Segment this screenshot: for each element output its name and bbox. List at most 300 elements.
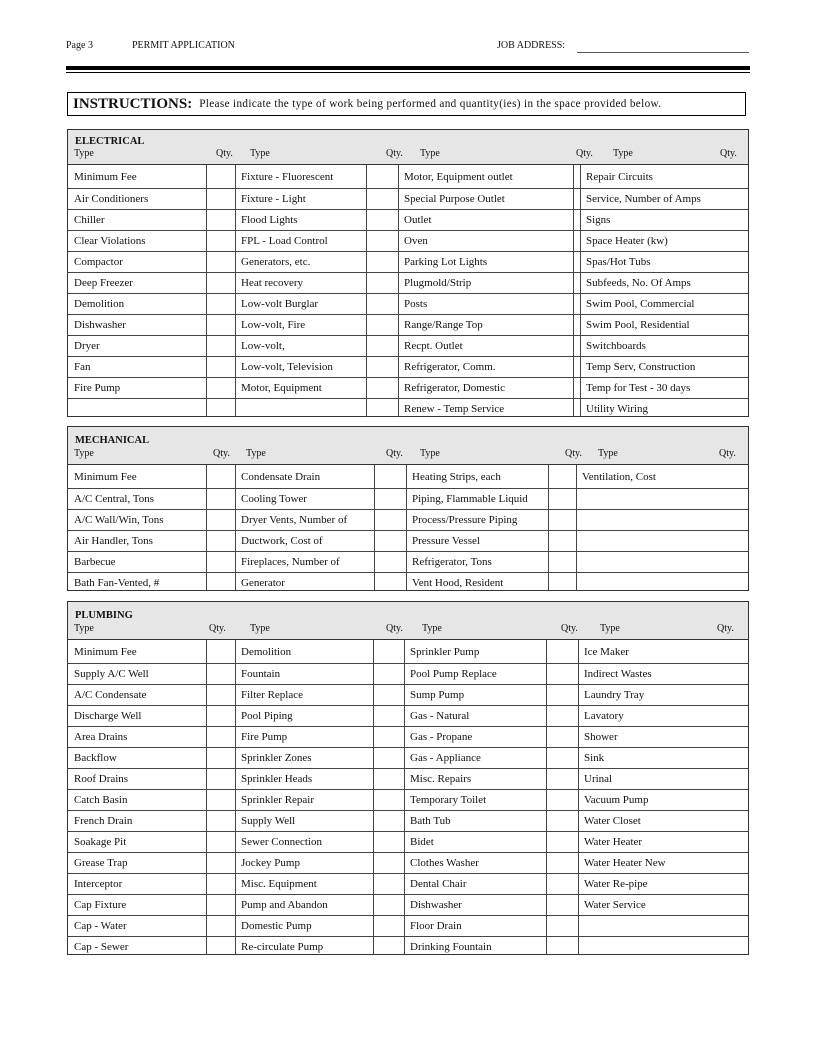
qty-input[interactable] [206,769,235,790]
type-cell: Filter Replace [241,689,304,701]
type-cell: Heat recovery [241,277,303,289]
qty-input[interactable] [373,642,404,663]
type-cell: Grease Trap [74,857,128,869]
table-row [68,314,748,336]
qty-input[interactable] [748,399,754,420]
qty-input[interactable] [206,294,235,315]
qty-input[interactable] [206,467,235,488]
qty-input[interactable] [748,811,754,832]
qty-input[interactable] [206,378,235,399]
qty-input[interactable] [573,252,580,273]
header-rule-thin [66,72,750,73]
type-cell [576,552,748,573]
qty-input[interactable] [548,489,576,510]
table-row [68,726,748,748]
qty-input[interactable] [573,294,580,315]
qty-input[interactable] [573,210,580,231]
type-cell: Utility Wiring [586,403,648,415]
table-row [68,188,748,210]
qty-input[interactable] [206,895,235,916]
qty-input[interactable] [366,167,398,188]
type-cell: Minimum Fee [74,471,137,483]
type-cell: Misc. Repairs [410,773,472,785]
table-row [68,894,748,916]
type-cell: Drinking Fountain [410,941,492,953]
qty-input[interactable] [748,467,754,488]
form-title: PERMIT APPLICATION [132,40,235,51]
qty-input[interactable] [748,706,754,727]
type-cell: Generator [241,577,285,589]
qty-input[interactable] [748,273,754,294]
qty-input[interactable] [373,895,404,916]
qty-input[interactable] [748,378,754,399]
qty-input[interactable] [373,874,404,895]
type-cell: Temporary Toilet [410,794,487,806]
type-cell: Misc. Equipment [241,878,317,890]
column-header-qty: Qty. [213,448,230,459]
type-cell: Lavatory [584,710,624,722]
qty-input[interactable] [573,273,580,294]
electrical-section [67,129,749,417]
table-row [68,705,748,727]
qty-input[interactable] [748,790,754,811]
qty-input[interactable] [206,727,235,748]
qty-input[interactable] [548,573,576,594]
qty-input[interactable] [373,790,404,811]
qty-input[interactable] [748,315,754,336]
column-header-type: Type [422,623,442,634]
qty-input[interactable] [748,685,754,706]
type-cell: Sump Pump [410,689,465,701]
column-divider [235,165,236,417]
type-cell: Cap - Sewer [74,941,129,953]
column-divider [578,640,579,955]
qty-input[interactable] [573,231,580,252]
qty-input[interactable] [206,573,235,594]
qty-input[interactable] [748,336,754,357]
type-cell: Signs [586,214,611,226]
type-cell: Cooling Tower [241,493,307,505]
table-row [68,335,748,357]
table-row [68,488,748,510]
type-cell: Fire Pump [74,382,121,394]
plumbing-section [67,601,749,955]
qty-input[interactable] [206,832,235,853]
qty-input[interactable] [206,210,235,231]
qty-input[interactable] [206,748,235,769]
type-cell: Barbecue [74,556,116,568]
electrical-header [68,130,748,165]
qty-input[interactable] [206,531,235,552]
qty-input[interactable] [748,552,754,573]
type-cell [576,510,748,531]
qty-input[interactable] [206,706,235,727]
type-cell: Cap Fixture [74,899,127,911]
qty-input[interactable] [748,189,754,210]
type-cell: Dryer [74,340,100,352]
qty-input[interactable] [366,273,398,294]
type-cell: Vent Hood, Resident [412,577,504,589]
qty-input[interactable] [546,642,578,663]
column-divider [206,640,207,955]
type-cell: Shower [584,731,618,743]
column-header-qty: Qty. [209,623,226,634]
type-cell: Pool Pump Replace [410,668,497,680]
column-header-type: Type [250,148,270,159]
type-cell: Dryer Vents, Number of [241,514,348,526]
column-header-type: Type [420,148,440,159]
type-cell: Chiller [74,214,105,226]
job-address-label: JOB ADDRESS: [497,40,566,51]
column-header-qty: Qty. [720,148,737,159]
type-cell: Heating Strips, each [412,471,501,483]
type-cell: Re-circulate Pump [241,941,324,953]
type-cell: Demolition [74,298,125,310]
column-header-type: Type [598,448,618,459]
type-cell: A/C Condensate [74,689,147,701]
type-cell: Discharge Well [74,710,142,722]
table-row [68,509,748,531]
type-cell: Ice Maker [584,646,629,658]
type-cell: Switchboards [586,340,646,352]
qty-input[interactable] [373,937,404,958]
type-cell: Gas - Natural [410,710,470,722]
column-divider [373,640,374,955]
column-divider [548,465,549,591]
qty-input[interactable] [206,510,235,531]
header-rule-thick [66,66,750,70]
qty-input[interactable] [748,252,754,273]
column-header-type: Type [74,448,94,459]
type-cell: Pressure Vessel [412,535,480,547]
qty-input[interactable] [748,531,754,552]
type-cell: Gas - Appliance [410,752,481,764]
qty-input[interactable] [546,790,578,811]
type-cell: Motor, Equipment [241,382,322,394]
table-row [68,356,748,378]
qty-input[interactable] [206,811,235,832]
type-cell: Water Re-pipe [584,878,648,890]
qty-input[interactable] [748,832,754,853]
column-header-qty: Qty. [717,623,734,634]
qty-input[interactable] [748,573,754,594]
qty-input[interactable] [748,874,754,895]
type-cell: Subfeeds, No. Of Amps [586,277,691,289]
qty-input[interactable] [546,832,578,853]
table-row [68,293,748,315]
qty-input[interactable] [206,664,235,685]
type-cell: Fireplaces, Number of [241,556,340,568]
qty-input[interactable] [546,853,578,874]
qty-input[interactable] [366,231,398,252]
qty-input[interactable] [366,357,398,378]
qty-input[interactable] [206,399,235,420]
type-cell: Fixture - Light [241,193,306,205]
table-row [68,873,748,895]
qty-input[interactable] [206,642,235,663]
qty-input[interactable] [748,769,754,790]
qty-input[interactable] [748,664,754,685]
qty-input[interactable] [373,811,404,832]
column-header-type: Type [74,148,94,159]
column-divider [206,165,207,417]
qty-input[interactable] [546,811,578,832]
column-header-qty: Qty. [561,623,578,634]
type-cell: Oven [404,235,428,247]
qty-input[interactable] [366,399,398,420]
qty-input[interactable] [373,706,404,727]
type-cell: Sewer Connection [241,836,322,848]
type-cell: Air Conditioners [74,193,149,205]
qty-input[interactable] [546,916,578,937]
type-cell: Condensate Drain [241,471,321,483]
qty-input[interactable] [748,231,754,252]
table-row [68,398,748,420]
qty-input[interactable] [206,552,235,573]
qty-input[interactable] [748,642,754,663]
type-cell: Low-volt, Fire [241,319,306,331]
qty-input[interactable] [374,552,406,573]
type-cell: Process/Pressure Piping [412,514,518,526]
qty-input[interactable] [573,189,580,210]
qty-input[interactable] [373,916,404,937]
type-cell: Pump and Abandon [241,899,328,911]
qty-input[interactable] [573,315,580,336]
type-cell [578,916,748,937]
type-cell: FPL - Load Control [241,235,328,247]
qty-input[interactable] [206,231,235,252]
qty-input[interactable] [206,853,235,874]
qty-input[interactable] [546,706,578,727]
type-cell: Supply A/C Well [74,668,149,680]
plumbing-title: PLUMBING [75,610,133,621]
type-cell: A/C Wall/Win, Tons [74,514,164,526]
qty-input[interactable] [374,531,406,552]
type-cell: Low-volt, [241,340,285,352]
column-header-qty: Qty. [565,448,582,459]
table-row [68,768,748,790]
qty-input[interactable] [748,727,754,748]
qty-input[interactable] [373,832,404,853]
qty-input[interactable] [573,399,580,420]
table-row [68,684,748,706]
table-row [68,852,748,874]
plumbing-header [68,602,748,640]
column-header-qty: Qty. [576,148,593,159]
column-header-type: Type [420,448,440,459]
type-cell: Refrigerator, Comm. [404,361,496,373]
type-cell: Swim Pool, Commercial [586,298,695,310]
qty-input[interactable] [546,685,578,706]
type-cell: Dishwasher [410,899,462,911]
type-cell: French Drain [74,815,133,827]
qty-input[interactable] [748,748,754,769]
instructions-text: Please indicate the type of work being performed and quantity(ies) in the space provided below. [199,98,662,110]
type-cell [235,399,366,420]
qty-input[interactable] [206,790,235,811]
qty-input[interactable] [366,189,398,210]
mechanical-table [68,465,748,591]
qty-input[interactable] [546,895,578,916]
type-cell: Fountain [241,668,281,680]
type-cell: Renew - Temp Service [404,403,505,415]
type-cell: Flood Lights [241,214,298,226]
type-cell: Water Heater [584,836,643,848]
type-cell: Refrigerator, Tons [412,556,492,568]
qty-input[interactable] [206,336,235,357]
column-divider [546,640,547,955]
qty-input[interactable] [548,552,576,573]
column-header-type: Type [613,148,633,159]
qty-input[interactable] [546,874,578,895]
type-cell: Gas - Propane [410,731,473,743]
column-divider [406,465,407,591]
qty-input[interactable] [548,531,576,552]
qty-input[interactable] [373,727,404,748]
column-divider [398,165,399,417]
qty-input[interactable] [374,489,406,510]
table-row [68,747,748,769]
electrical-title: ELECTRICAL [75,136,145,147]
type-cell: Demolition [241,646,292,658]
table-row [68,831,748,853]
type-cell: Generators, etc. [241,256,311,268]
qty-input[interactable] [206,937,235,958]
column-header-qty: Qty. [386,623,403,634]
qty-input[interactable] [546,769,578,790]
mechanical-title: MECHANICAL [75,435,150,446]
column-divider [235,465,236,591]
type-cell: Sink [584,752,605,764]
qty-input[interactable] [373,664,404,685]
type-cell: Piping, Flammable Liquid [412,493,528,505]
type-cell: Posts [404,298,428,310]
table-row [68,272,748,294]
qty-input[interactable] [748,210,754,231]
type-cell: Dental Chair [410,878,467,890]
qty-input[interactable] [374,510,406,531]
qty-input[interactable] [206,874,235,895]
plumbing-table [68,640,748,955]
qty-input[interactable] [374,573,406,594]
qty-input[interactable] [374,467,406,488]
qty-input[interactable] [206,273,235,294]
column-divider [374,465,375,591]
type-cell: Supply Well [241,815,296,827]
qty-input[interactable] [546,664,578,685]
qty-input[interactable] [366,315,398,336]
qty-input[interactable] [748,510,754,531]
type-cell: Sprinkler Zones [241,752,312,764]
qty-input[interactable] [748,895,754,916]
qty-input[interactable] [573,167,580,188]
column-header-type: Type [250,623,270,634]
type-cell: Space Heater (kw) [586,235,668,247]
qty-input[interactable] [366,294,398,315]
qty-input[interactable] [748,853,754,874]
type-cell: Refrigerator, Domestic [404,382,505,394]
type-cell: Dishwasher [74,319,126,331]
qty-input[interactable] [546,748,578,769]
mechanical-section [67,426,749,591]
qty-input[interactable] [573,336,580,357]
qty-input[interactable] [366,378,398,399]
qty-input[interactable] [573,357,580,378]
type-cell: Temp Serv, Construction [586,361,696,373]
qty-input[interactable] [546,727,578,748]
column-divider [235,640,236,955]
column-header-qty: Qty. [719,448,736,459]
type-cell: Roof Drains [74,773,129,785]
type-cell: Temp for Test - 30 days [586,382,691,394]
qty-input[interactable] [748,937,754,958]
table-row [68,642,748,663]
type-cell: Bidet [410,836,434,848]
qty-input[interactable] [366,210,398,231]
type-cell: Water Closet [584,815,641,827]
table-row [68,789,748,811]
qty-input[interactable] [748,167,754,188]
column-divider [580,165,581,417]
qty-input[interactable] [748,916,754,937]
type-cell: Plugmold/Strip [404,277,472,289]
qty-input[interactable] [366,252,398,273]
type-cell: Cap - Water [74,920,127,932]
qty-input[interactable] [548,467,576,488]
qty-input[interactable] [373,853,404,874]
type-cell: Motor, Equipment outlet [404,171,513,183]
table-row [68,572,748,594]
type-cell [68,399,206,420]
type-cell: Clothes Washer [410,857,479,869]
qty-input[interactable] [206,916,235,937]
qty-input[interactable] [748,357,754,378]
qty-input[interactable] [573,378,580,399]
instructions-box [67,92,746,116]
electrical-table [68,165,748,417]
qty-input[interactable] [206,489,235,510]
type-cell: Fan [74,361,91,373]
qty-input[interactable] [206,252,235,273]
qty-input[interactable] [548,510,576,531]
qty-input[interactable] [366,336,398,357]
type-cell: Sprinkler Repair [241,794,315,806]
qty-input[interactable] [546,937,578,958]
qty-input[interactable] [373,769,404,790]
qty-input[interactable] [373,748,404,769]
type-cell: Soakage Pit [74,836,127,848]
type-cell: Clear Violations [74,235,146,247]
table-row [68,530,748,552]
qty-input[interactable] [373,685,404,706]
type-cell [576,489,748,510]
qty-input[interactable] [206,357,235,378]
qty-input[interactable] [206,315,235,336]
type-cell [576,531,748,552]
type-cell: Vacuum Pump [584,794,649,806]
qty-input[interactable] [206,685,235,706]
job-address-field[interactable] [577,52,749,53]
column-divider [404,640,405,955]
qty-input[interactable] [748,294,754,315]
type-cell: Low-volt, Television [241,361,333,373]
qty-input[interactable] [206,167,235,188]
qty-input[interactable] [206,189,235,210]
table-row [68,551,748,573]
qty-input[interactable] [748,489,754,510]
column-divider [206,465,207,591]
column-header-qty: Qty. [216,148,233,159]
